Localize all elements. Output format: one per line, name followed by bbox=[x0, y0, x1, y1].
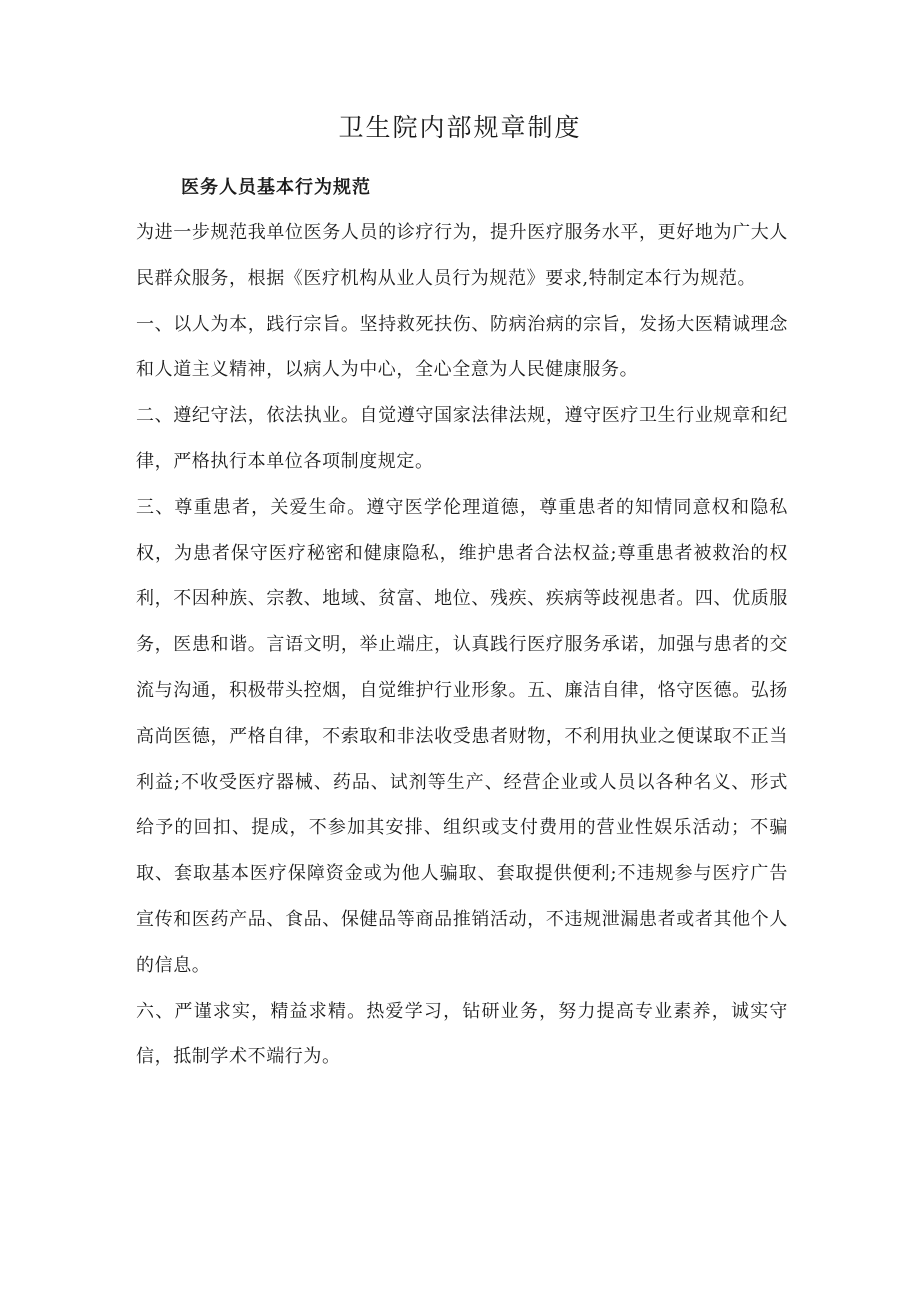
section-heading: 医务人员基本行为规范 bbox=[181, 177, 371, 198]
paragraph-rule-1: 一、以人为本，践行宗旨。坚持救死扶伤、防病治病的宗旨，发扬大医精诚理念和人道主义精神，以病人为中心，全心全意为人民健康服务。 bbox=[136, 313, 788, 381]
paragraph-intro: 为进一步规范我单位医务人员的诊疗行为，提升医疗服务水平，更好地为广大人民群众服务，根据《医疗机构从业人员行为规范》要求,特制定本行为规范。 bbox=[136, 222, 788, 289]
document-body bbox=[136, 210, 788, 1080]
paragraph-rule-6: 六、严谨求实，精益求精。热爱学习，钻研业务，努力提高专业素养，诚实守信，抵制学术不端行为。 bbox=[136, 1000, 788, 1068]
paragraph-rule-2: 二、遵纪守法，依法执业。自觉遵守国家法律法规，遵守医疗卫生行业规章和纪律，严格执行本单位各项制度规定。 bbox=[136, 405, 788, 472]
paragraph-rules-3-to-5: 三、尊重患者，关爱生命。遵守医学伦理道德，尊重患者的知情同意权和隐私权，为患者保守医疗秘密和健康隐私，维护患者合法权益;尊重患者被救治的权利，不因种族、宗教、地域、贫富、地位、残疾、疾病等歧视患者。四、优质服务，医患和谐。言语文明，举止端庄，认真践行医疗服务承诺，加强与患者的交流与沟通，积极带头控烟，自觉维护行业形象。五、廉洁自律，恪守医德。弘扬高尚医德，严格自律，不索取和非法收受患者财物，不利用执业之便谋取不正当利益;不收受医疗器械、药品、试剂等生产、经营企业或人员以各种名义、形式给予的回扣、提成，不参加其安排、组织或支付费用的营业性娱乐活动；不骗取、套取基本医疗保障资金或为他人骗取、套取提供便利;不违规参与医疗广告宣传和医药产品、食品、保健品等商品推销活动，不违规泄漏患者或者其他个人的信息。 bbox=[136, 496, 788, 976]
document-title: 卫生院内部规章制度 bbox=[338, 113, 582, 142]
